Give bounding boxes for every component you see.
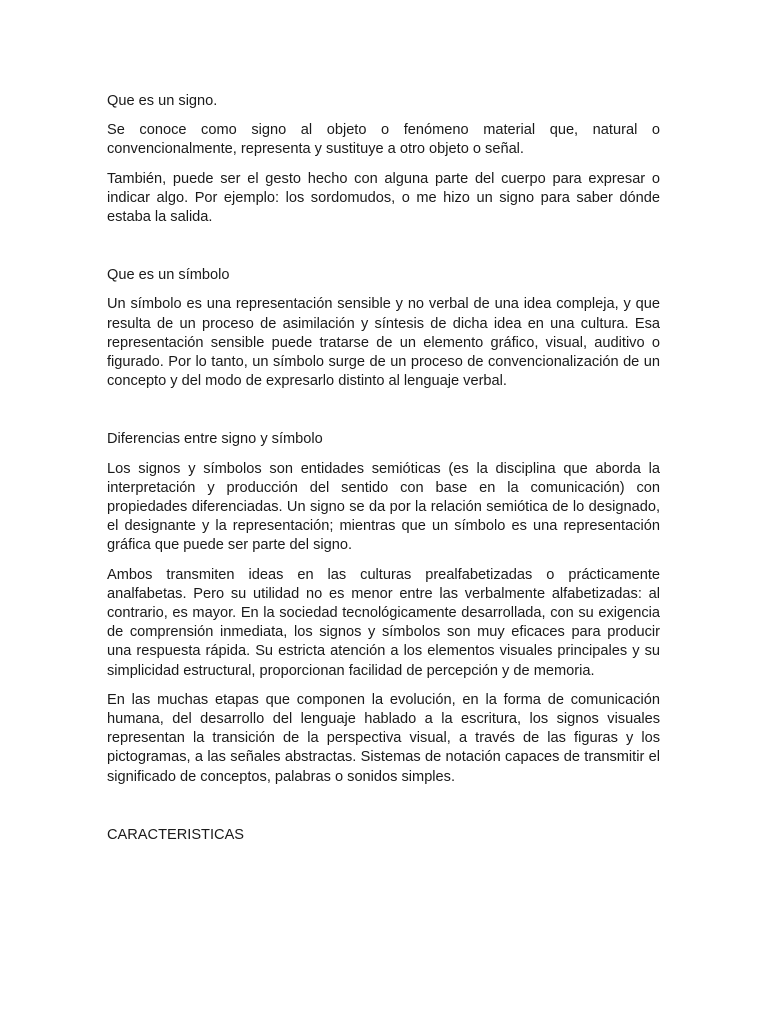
paragraph: También, puede ser el gesto hecho con alguna parte del cuerpo para expresar o indicar algo. Por ejemplo: los sordomudos, o me hizo un signo para saber dónde estaba la salida.	[107, 170, 660, 226]
document-body	[107, 92, 660, 845]
section-heading-signo: Que es un signo.	[107, 93, 218, 109]
paragraph: Los signos y símbolos son entidades semióticas (es la disciplina que aborda la interpretación y producción del sentido con base en la comunicación) con propiedades diferenciadas. Un signo se da por la relación semiótica de lo designado, el designante y la representación; mientras que un símbolo es una representación gráfica que puede ser parte del signo.	[107, 460, 660, 554]
paragraph: Se conoce como signo al objeto o fenómeno material que, natural o convencionalmente, representa y sustituye a otro objeto o señal.	[107, 122, 660, 158]
section-heading-diferencias: Diferencias entre signo y símbolo	[107, 431, 323, 448]
paragraph: En las muchas etapas que componen la evolución, en la forma de comunicación humana, del desarrollo del lenguaje hablado a la escritura, los signos visuales representan la transición de la perspectiva visual, a través de las figuras y los pictogramas, a las señales abstractas. Sistemas de notación capaces de transmitir el significado de conceptos, palabras o sonidos simples.	[107, 691, 660, 785]
section-heading-simbolo: Que es un símbolo	[107, 267, 230, 284]
paragraph: Ambos transmiten ideas en las culturas prealfabetizadas o prácticamente analfabetas. Pero su utilidad no es menor entre las verbalmente alfabetizadas: al contrario, es mayor. En la sociedad tecnológicamente desarrollada, con su exigencia de comprensión inmediata, los signos y símbolos son muy eficaces para producir una respuesta rápida. Su estricta atención a los elementos visuales principales y su simplicidad estructural, proporcionan facilidad de percepción y de memoria.	[107, 566, 660, 679]
paragraph: Un símbolo es una representación sensible y no verbal de una idea compleja, y que resulta de un proceso de asimilación y síntesis de dicha idea en una cultura. Esa representación sensible puede tratarse de un elemento gráfico, visual, auditivo o figurado. Por lo tanto, un símbolo surge de un proceso de convencionalización de un concepto y del modo de expresarlo distinto al lenguaje verbal.	[107, 296, 660, 390]
section-heading-caracteristicas: CARACTERISTICAS	[107, 826, 245, 843]
